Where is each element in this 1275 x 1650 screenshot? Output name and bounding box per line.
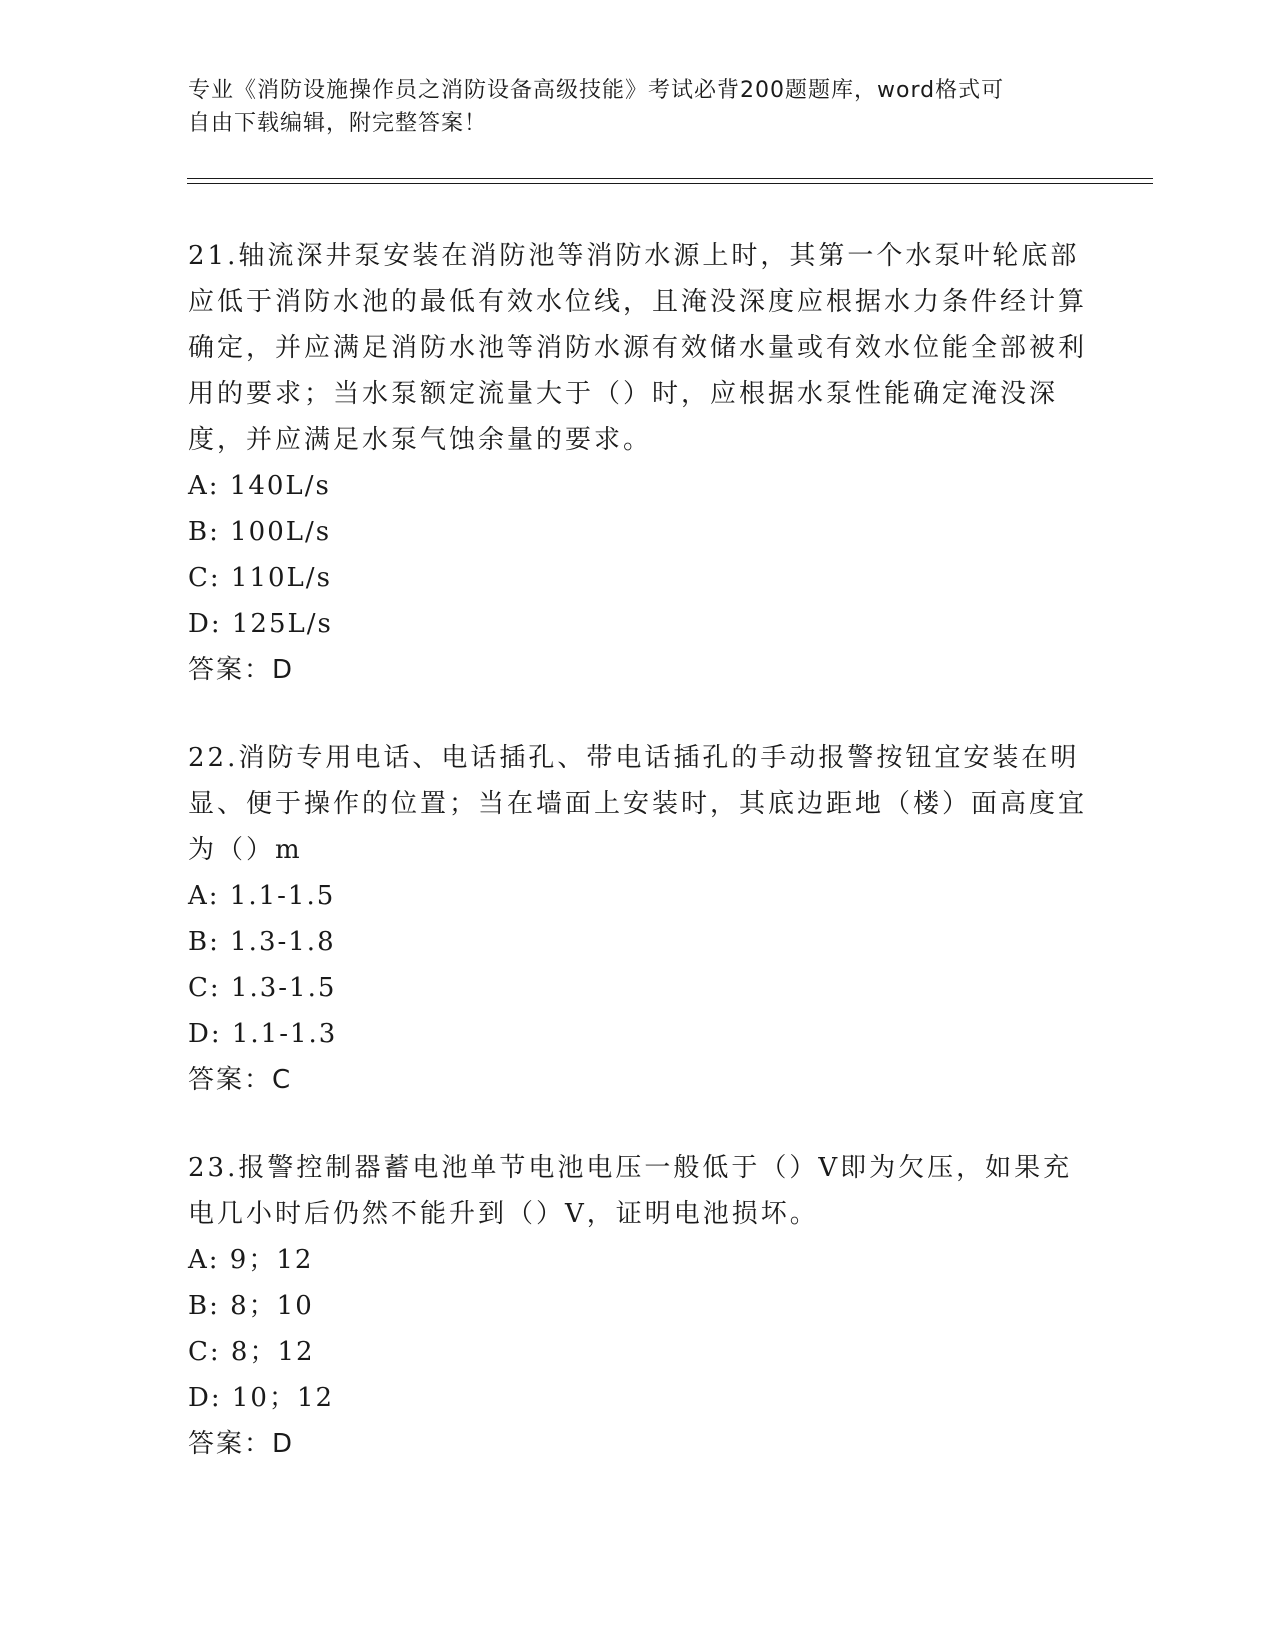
question-22 (188, 735, 1088, 1103)
option-a: A: 9；12 (188, 1245, 314, 1275)
option-c: C: 8；12 (188, 1337, 315, 1367)
option-c: C: 1.3-1.5 (188, 973, 337, 1003)
question-23 (188, 1145, 1088, 1467)
question-stem: 22.消防专用电话、电话插孔、带电话插孔的手动报警按钮宜安装在明显、便于操作的位置；当在墙面上安装时，其底边距地（楼）面高度宜为（）m (188, 743, 1088, 865)
question-stem: 21.轴流深井泵安装在消防池等消防水源上时，其第一个水泵叶轮底部应低于消防水池的最低有效水位线，且淹没深度应根据水力条件经计算确定，并应满足消防水池等消防水源有效储水量或有效水位能全部被利用的要求；当水泵额定流量大于（）时，应根据水泵性能确定淹没深度，并应满足水泵气蚀余量的要求。 (188, 241, 1088, 455)
header-divider-bottom (187, 183, 1153, 184)
option-a: A: 140L/s (188, 471, 331, 501)
header-title-line-2: 自由下载编辑，附完整答案！ (188, 111, 488, 136)
question-21 (188, 233, 1088, 693)
option-d: D: 1.1-1.3 (188, 1019, 338, 1049)
option-d: D: 10；12 (188, 1383, 335, 1413)
header-title-line-1: 专业《消防设施操作员之消防设备高级技能》考试必背200题题库，word格式可 (188, 78, 1005, 103)
option-b: B: 1.3-1.8 (188, 927, 336, 957)
option-b: B: 8；10 (188, 1291, 314, 1321)
option-d: D: 125L/s (188, 609, 333, 639)
document-header (188, 74, 1068, 140)
option-b: B: 100L/s (188, 517, 332, 547)
option-a: A: 1.1-1.5 (188, 881, 336, 911)
header-divider-top (187, 178, 1153, 179)
option-c: C: 110L/s (188, 563, 332, 593)
answer: 答案：C (188, 1065, 293, 1095)
answer: 答案：D (188, 1429, 295, 1459)
question-stem: 23.报警控制器蓄电池单节电池电压一般低于（）V即为欠压，如果充电几小时后仍然不能升到（）V，证明电池损坏。 (188, 1153, 1073, 1229)
answer: 答案：D (188, 655, 295, 685)
